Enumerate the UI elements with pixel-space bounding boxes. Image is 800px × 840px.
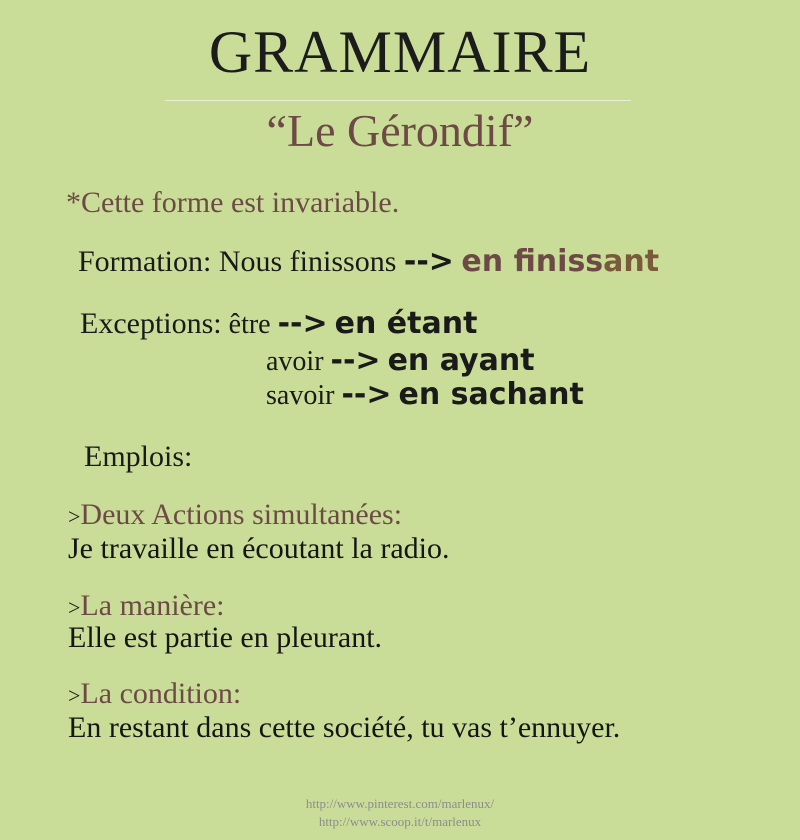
exceptions-row-1 [80, 306, 477, 341]
formation-result-prefix: en finiss [461, 244, 604, 279]
title-divider [165, 100, 631, 101]
invariable-note: *Cette forme est invariable. [66, 186, 400, 219]
use-heading-2 [68, 589, 225, 623]
exception-result: en sachant [398, 377, 584, 412]
formation-label: Formation: [78, 245, 212, 278]
marker: > [68, 683, 81, 708]
exception-verb: être [228, 309, 271, 340]
formation-arrow: --> [403, 244, 454, 279]
exception-result: en ayant [387, 343, 535, 378]
exceptions-row-3 [266, 377, 584, 412]
exception-arrow: --> [330, 343, 381, 378]
credit-scoopit: http://www.scoop.it/t/marlenux [318, 814, 482, 829]
use-example-3: En restant dans cette société, tu vas t’ennuyer. [68, 711, 621, 744]
subtitle: “Le Gérondif” [266, 105, 534, 156]
page-title: GRAMMAIRE [208, 19, 592, 85]
exceptions-label: Exceptions: [80, 307, 222, 340]
use-heading-text: La manière: [80, 589, 225, 622]
exception-verb: savoir [266, 380, 335, 411]
marker: > [68, 504, 81, 529]
exceptions-row-2 [266, 343, 535, 378]
credit-pinterest: http://www.pinterest.com/marlenux/ [305, 796, 495, 811]
use-example-2: Elle est partie en pleurant. [68, 621, 383, 654]
exception-arrow: --> [277, 306, 328, 341]
use-example-1: Je travaille en écoutant la radio. [68, 532, 450, 565]
use-heading-text: La condition: [80, 677, 242, 710]
emplois-heading: Emplois: [84, 440, 193, 473]
marker: > [68, 595, 81, 620]
exception-result: en étant [334, 306, 478, 341]
formation-line [78, 244, 659, 279]
formation-verb: Nous finissons [218, 245, 397, 278]
exception-verb: avoir [266, 346, 324, 377]
formation-result-suffix: ant [603, 244, 660, 279]
use-heading-3 [68, 677, 241, 711]
use-heading-1 [68, 498, 402, 532]
exception-arrow: --> [341, 377, 392, 412]
use-heading-text: Deux Actions simultanées: [80, 498, 403, 531]
